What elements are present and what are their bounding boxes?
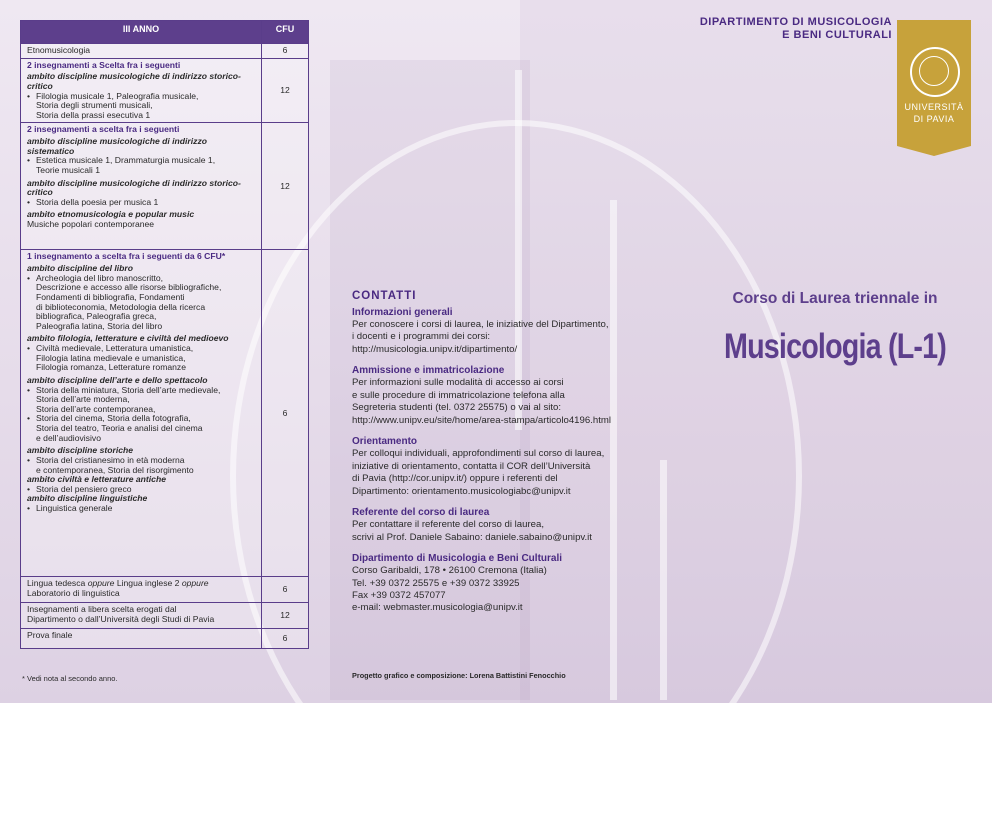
department-name <box>700 16 892 41</box>
course-title: Musicologia (L-1) <box>723 327 947 366</box>
list-item-continued: e dell’audiovisivo <box>36 432 101 443</box>
list-item-continued: Fondamenti di bibliografia, Fondamenti <box>36 291 185 302</box>
group-heading: 2 insegnamenti a Scelta fra i seguenti <box>27 59 181 70</box>
section-title: Dipartimento di Musicologia e Beni Culturali <box>352 553 563 565</box>
list-item-continued: Filologia latina medievale e umanistica, <box>36 352 186 363</box>
cfu-value: 12 <box>262 603 309 629</box>
table-row <box>21 123 309 250</box>
fax-line: Fax +39 0372 457077 <box>352 589 446 601</box>
ambito-label: ambito etnomusicologia e popular music <box>27 209 195 220</box>
table-row <box>21 629 309 649</box>
section-title: Informazioni generali <box>352 306 453 318</box>
course-name: Etnomusicologia <box>27 45 91 55</box>
ambito-label: ambito discipline storiche <box>27 445 134 456</box>
section-line: Per conoscere i corsi di laurea, le iniziative del Dipartimento, <box>352 318 609 330</box>
section-line: Per contattare il referente del corso di laurea, <box>352 519 544 531</box>
list-item: • Linguistica generale <box>27 504 255 514</box>
department-line: E BENI CULTURALI <box>782 28 892 41</box>
list-item-continued: Storia dell’arte moderna, <box>36 394 130 405</box>
email-link[interactable]: scrivi al Prof. Daniele Sabaino: daniele.sabaino@unipv.it <box>352 531 592 543</box>
table-row <box>21 250 309 577</box>
email-link[interactable]: Dipartimento: orientamento.musicologiabc@unipv.it <box>352 485 571 497</box>
course-name: Dipartimento o dall’Università degli Studi di Pavia <box>27 614 215 624</box>
cfu-value: 6 <box>262 629 309 649</box>
contacts-block <box>352 289 652 615</box>
logo-line: DI PAVIA <box>913 114 955 124</box>
cfu-value: 12 <box>262 58 309 123</box>
ambito-label: ambito filologia, letterature e civiltà del medioevo <box>27 333 229 344</box>
contacts-title: CONTATTI <box>352 290 417 302</box>
ambito-label: ambito discipline musicologiche di indirizzo storico-critico <box>27 177 241 198</box>
list-item-continued: Descrizione e accesso alle risorse bibliografiche, <box>36 282 222 293</box>
section-line: i docenti e i programmi dei corsi: <box>352 331 491 343</box>
website-link[interactable]: http://www.unipv.eu/site/home/area-stampa/articolo4196.html <box>352 414 611 426</box>
list-item-continued: Teorie musicali 1 <box>36 164 100 175</box>
contact-section <box>352 364 652 427</box>
course-name: Insegnamenti a libera scelta erogati dal <box>27 604 177 615</box>
table-row <box>21 58 309 123</box>
phone-line: Tel. +39 0372 25575 e +39 0372 33925 <box>352 577 520 589</box>
table-row <box>21 44 309 59</box>
contact-section <box>352 552 652 615</box>
list-item: • Storia del cinema, Storia della fotografia, <box>27 414 255 424</box>
ambito-label: ambito civiltà e letterature antiche <box>27 474 166 485</box>
section-line: Per informazioni sulle modalità di accesso ai corsi <box>352 377 564 389</box>
section-line: iniziative di orientamento, contatta il COR dell’Università <box>352 460 591 472</box>
group-heading: 2 insegnamenti a scelta fra i seguenti <box>27 124 180 135</box>
list-item: • Civiltà medievale, Letteratura umanistica, <box>27 344 255 354</box>
contact-section <box>352 506 652 544</box>
list-item: • Archeologia del libro manoscritto, <box>27 274 255 284</box>
cfu-value: 12 <box>262 123 309 250</box>
section-title: Orientamento <box>352 436 418 448</box>
section-title: Referente del corso di laurea <box>352 507 490 519</box>
ambito-label: ambito discipline musicologiche di indirizzo storico-critico <box>27 71 241 91</box>
course-subtitle: Corso di Laurea triennale in <box>732 290 938 307</box>
curriculum-table <box>20 20 309 649</box>
seal-icon <box>910 47 960 97</box>
address-line: Corso Garibaldi, 178 • 26100 Cremona (Italia) <box>352 565 547 577</box>
course-name: Lingua tedesca oppure Lingua inglese 2 oppure <box>27 578 209 589</box>
list-item: • Storia del pensiero greco <box>27 485 255 495</box>
list-item-continued: Storia degli strumenti musicali, <box>36 100 153 111</box>
table-row <box>21 577 309 603</box>
list-item: • Storia della miniatura, Storia dell’arte medievale, <box>27 386 255 396</box>
list-item-continued: Filologia romanza, Letterature romanze <box>36 362 186 373</box>
cfu-value: 6 <box>262 250 309 577</box>
list-item: • Storia del cristianesimo in età moderna <box>27 456 255 466</box>
cfu-value: 6 <box>262 44 309 59</box>
email-link[interactable]: e-mail: webmaster.musicologia@unipv.it <box>352 602 523 614</box>
section-line: e sulle procedure di immatricolazione telefona alla <box>352 389 565 401</box>
list-item-continued: Storia della prassi esecutiva 1 <box>36 109 151 120</box>
section-line: di Pavia (http://cor.unipv.it/) oppure i referenti del <box>352 473 558 485</box>
list-item-continued: di biblioteconomia, Metodologia della ricerca <box>36 301 206 312</box>
table-header-year: III ANNO <box>21 21 262 44</box>
list-item-continued: Storia dell’arte contemporanea, <box>36 403 156 414</box>
ambito-label: ambito discipline musicologiche di indirizzo sistematico <box>27 136 208 156</box>
section-title: Ammissione e immatricolazione <box>352 365 505 377</box>
website-link[interactable]: http://musicologia.unipv.it/dipartimento/ <box>352 343 518 355</box>
cfu-value: 6 <box>262 577 309 603</box>
section-line: Segreteria studenti (tel. 0372 25575) o vai al sito: <box>352 402 562 414</box>
list-item: • Storia della poesia per musica 1 <box>27 198 255 208</box>
contact-section <box>352 306 652 356</box>
contact-section <box>352 435 652 498</box>
list-item-continued: Storia del teatro, Teoria e analisi del cinema <box>36 423 203 433</box>
ambito-label: ambito discipline del libro <box>27 263 134 273</box>
footnote: * Vedi nota al secondo anno. <box>22 674 118 683</box>
course-name: Prova finale <box>27 630 73 641</box>
course-name: Laboratorio di linguistica <box>27 588 120 598</box>
group-heading: 1 insegnamento a scelta fra i seguenti da 6 CFU* <box>27 251 226 262</box>
plain-item: Musiche popolari contemporanee <box>27 219 155 229</box>
university-logo <box>897 20 971 146</box>
ambito-label: ambito discipline linguistiche <box>27 493 148 504</box>
design-credit: Progetto grafico e composizione: Lorena Battistini Fenocchio <box>352 671 566 680</box>
table-header-cfu: CFU <box>262 21 309 44</box>
ambito-label: ambito discipline dell’arte e dello spettacolo <box>27 374 208 385</box>
section-line: Per colloqui individuali, approfondimenti sul corso di laurea, <box>352 448 605 460</box>
list-item-continued: bibliografica, Paleografia greca, <box>36 311 157 322</box>
list-item: • Filologia musicale 1, Paleografia musicale, <box>27 92 255 102</box>
list-item-continued: Paleografia latina, Storia del libro <box>36 320 163 331</box>
list-item-continued: e contemporanea, Storia del risorgimento <box>36 464 194 475</box>
logo-line: UNIVERSITÀ <box>904 102 964 112</box>
department-line: DIPARTIMENTO DI MUSICOLOGIA <box>699 16 892 28</box>
list-item: • Estetica musicale 1, Drammaturgia musicale 1, <box>27 156 255 166</box>
table-row <box>21 603 309 629</box>
